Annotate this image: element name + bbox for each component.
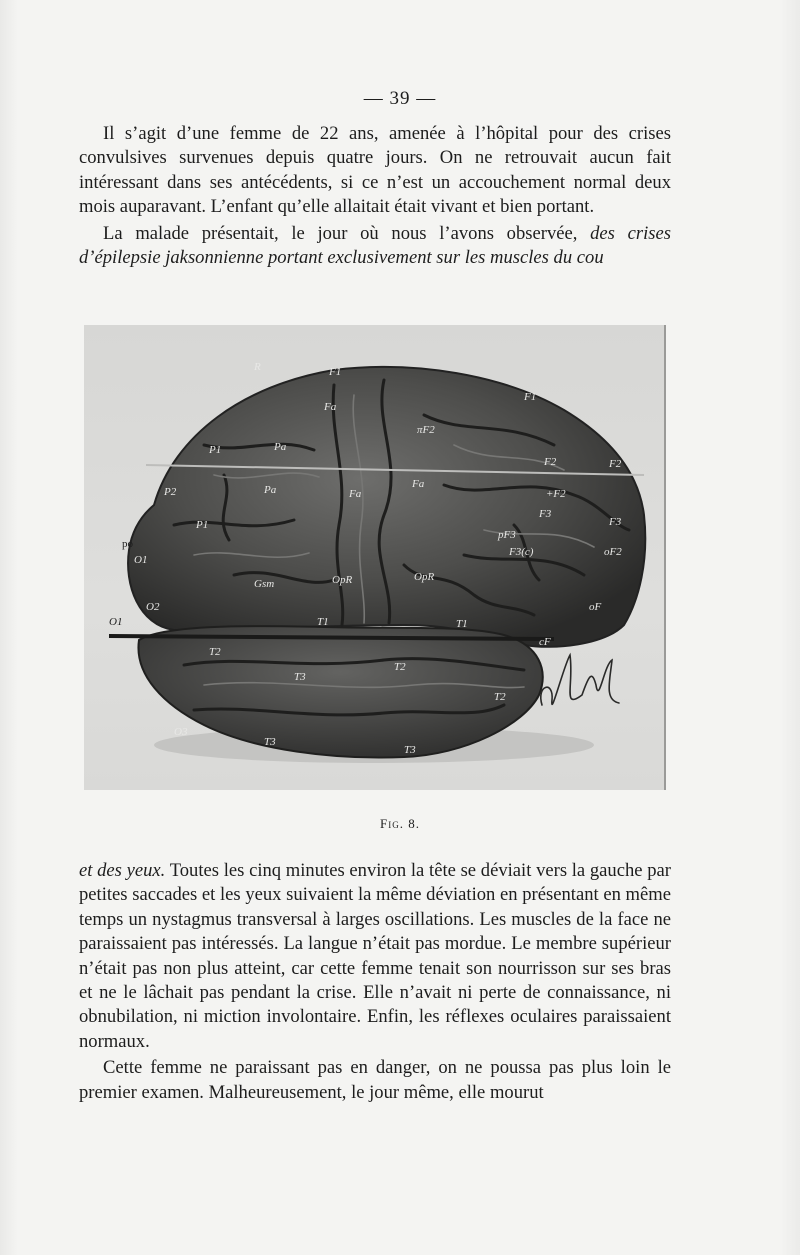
paragraph-observation-text: La malade présentait, le jour où nous l’avons observée, xyxy=(103,222,591,244)
label-T2: T2 xyxy=(209,646,221,658)
label-oF: oF xyxy=(589,601,602,613)
label-F2-front: F2 xyxy=(609,458,622,470)
label-T1-2: T1 xyxy=(456,618,468,630)
paragraph-observation xyxy=(79,222,671,271)
label-F2: F2 xyxy=(544,456,557,468)
paragraph-outcome: Cette femme ne paraissant pas en danger, on ne poussa pas plus loin le premier examen. Malheureusement, le jour même, elle mourut xyxy=(79,1057,671,1103)
label-F1-front: F1 xyxy=(524,391,537,403)
brain-figure-plate xyxy=(84,325,666,790)
label-T2-3: T2 xyxy=(494,691,506,703)
page-number: — 39 — xyxy=(363,88,437,109)
label-cF: cF xyxy=(539,636,551,648)
label-T2-2: T2 xyxy=(394,661,406,673)
label-Gsm: Gsm xyxy=(254,578,275,590)
label-po: po xyxy=(122,538,133,550)
label-O1-outer: O1 xyxy=(109,616,123,628)
label-plus-F2: +F2 xyxy=(546,488,566,500)
handwritten-signature xyxy=(541,655,619,705)
label-F3: F3 xyxy=(539,508,552,520)
label-oF2: oF2 xyxy=(604,546,622,558)
paragraph-symptoms-text: Toutes les cinq minutes environ la tête se déviait vers la gauche par petites saccades et les yeux suivaient la même déviation en présentant en même temps un nystagmus transversal à larges oscillations. Les muscles de la face ne paraissaient pas intéressés. La langue n’était pas mordue. Le membre supérieur n’était pas non plus atteint, car cette femme tenait son nourrisson sur ses bras et ne le lâchait pas pendant la crise. Elle n’avait ni perte de connaissance, ni obnubilation, ni miction involontaire. Enfin, les réflexes oculaires paraissaient normaux. xyxy=(79,860,671,1052)
label-O3: O3 xyxy=(174,726,188,738)
label-Fa: Fa xyxy=(324,401,337,413)
label-F3c: F3(c) xyxy=(509,546,534,558)
label-Pa: Pa xyxy=(274,441,287,453)
label-O2: O2 xyxy=(146,601,160,613)
label-Fa-2: Fa xyxy=(349,488,362,500)
paragraph-symptoms xyxy=(79,859,671,1054)
label-P1: P1 xyxy=(209,444,222,456)
label-T3-2: T3 xyxy=(264,736,276,748)
label-T1: T1 xyxy=(317,616,329,628)
label-OpR-2: OpR xyxy=(414,571,435,583)
label-OpR: OpR xyxy=(332,574,353,586)
label-T3-3: T3 xyxy=(404,744,416,756)
figure-caption: Fig. 8. xyxy=(380,816,420,831)
text-block-top xyxy=(79,122,671,270)
label-T3: T3 xyxy=(294,671,306,683)
italic-phrase-bottom: et des yeux. xyxy=(79,860,166,881)
label-F3-front: F3 xyxy=(609,516,622,528)
label-Pa-2: Pa xyxy=(264,484,277,496)
label-O1: O1 xyxy=(134,554,148,566)
label-R: R xyxy=(254,361,261,373)
label-pF3: pF3 xyxy=(498,529,516,541)
brain-illustration xyxy=(84,325,664,790)
label-Fa-3: Fa xyxy=(412,478,425,490)
label-F1: F1 xyxy=(329,366,342,378)
text-block-bottom xyxy=(79,859,671,1105)
paragraph-intro: Il s’agit d’une femme de 22 ans, amenée à l’hôpital pour des crises convulsives survenues depuis quatre jours. On ne retrouvait aucun fait intéressant dans ses antécédents, si ce n’est un accouchement normal deux mois auparavant. L’enfant qu’elle allaitait était vivant et bien portant. xyxy=(79,123,671,218)
label-pF2: πF2 xyxy=(417,424,435,436)
label-P1-2: P1 xyxy=(196,519,209,531)
label-P2: P2 xyxy=(164,486,177,498)
italic-phrase-top: des crises d’épilepsie jaksonnienne portant exclusivement sur les muscles du cou xyxy=(79,222,671,269)
